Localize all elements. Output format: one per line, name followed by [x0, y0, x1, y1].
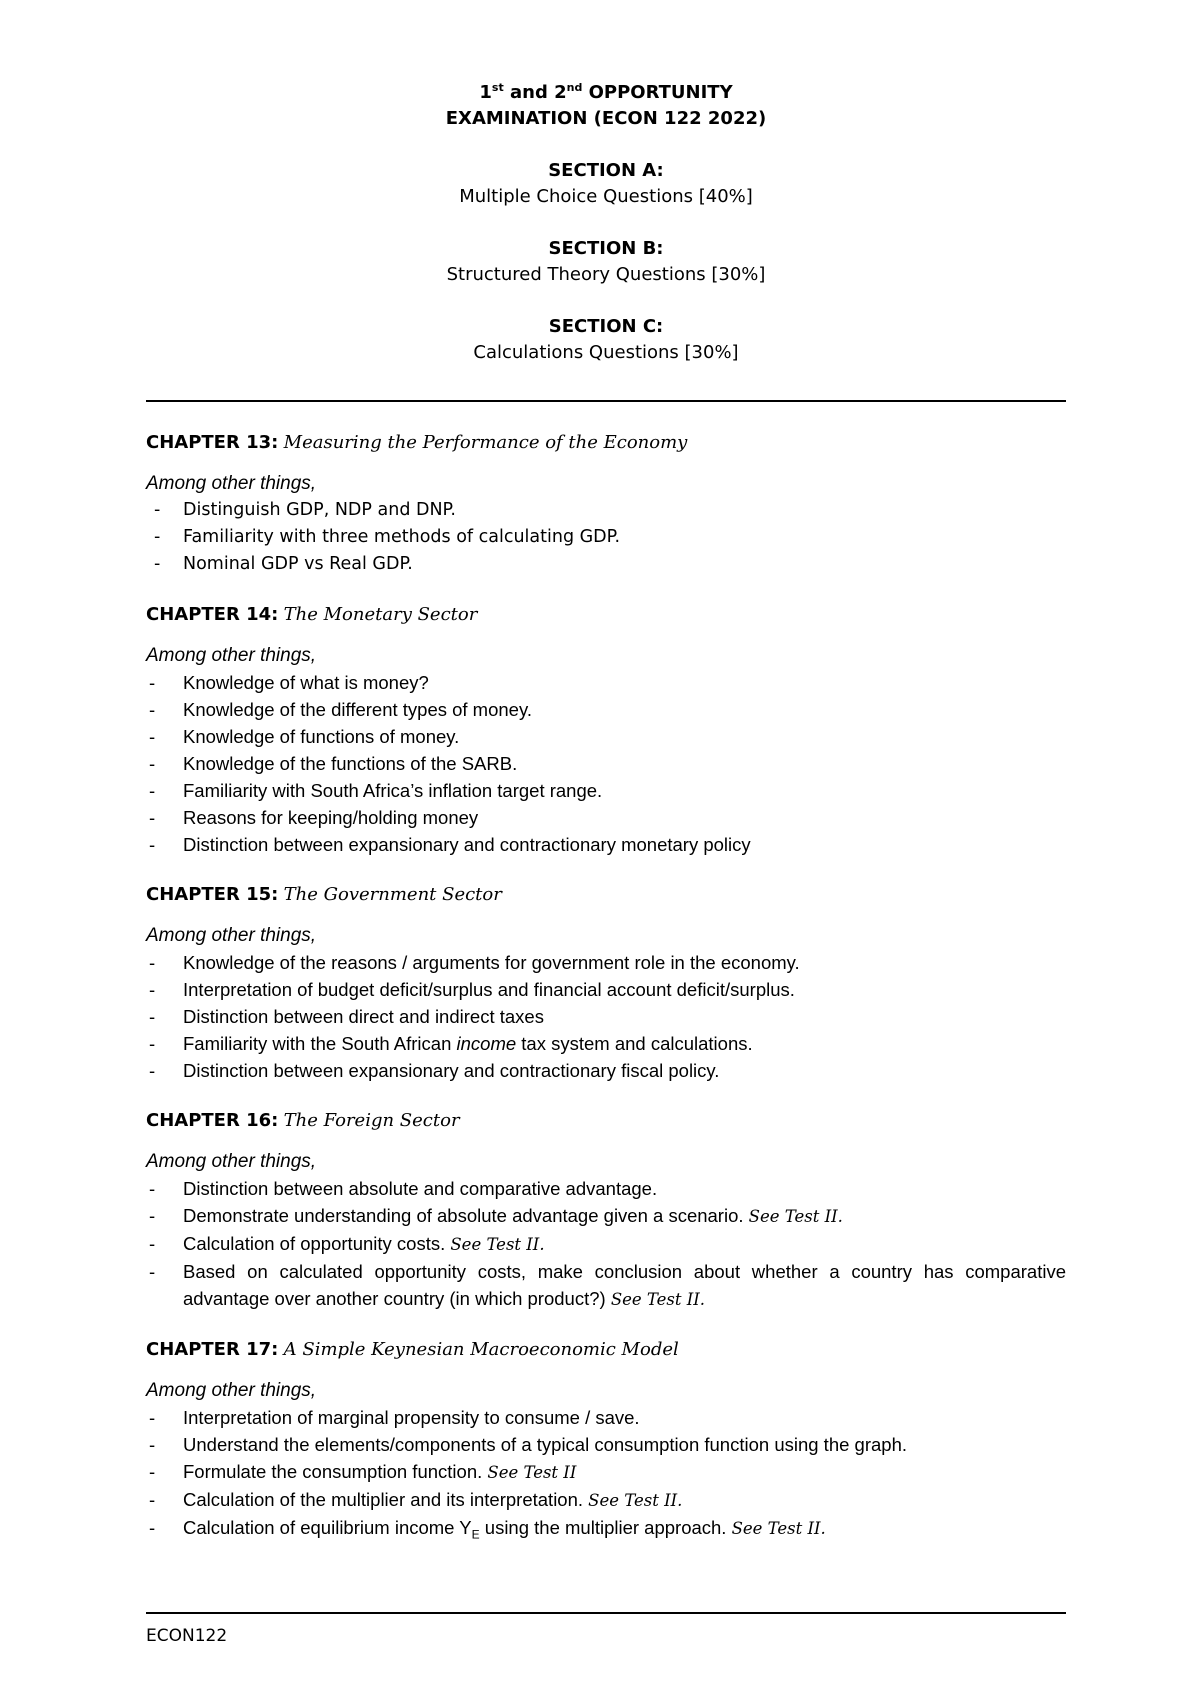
list-item: - Demonstrate understanding of absolute advantage given a scenario. See Test II. — [149, 1205, 843, 1226]
chapter-intro: Among other things, — [146, 473, 317, 494]
chapter-14 — [146, 602, 1066, 858]
list-item: - Distinguish GDP, NDP and DNP. — [154, 500, 456, 520]
list-item: - Calculation of equilibrium income $Y_E$ using the multiplier approach. See Test II. — [149, 1517, 826, 1542]
list-item: - Reasons for keeping/holding money — [149, 807, 479, 828]
chapter-17 — [146, 1337, 1066, 1549]
list-item: - Nominal GDP vs Real GDP. — [154, 554, 413, 574]
see-test-reference: See Test II. — [731, 1519, 826, 1538]
section-b-desc: Structured Theory Questions [30%] — [446, 264, 766, 285]
exam-title: 1st and 2nd OPPORTUNITY — [479, 81, 733, 103]
topic-list — [146, 669, 1066, 858]
list-item: - Based on calculated opportunity costs, make conclusion about whether a country has comparative advantage over another country (in which product?) See Test II. — [149, 1261, 1066, 1309]
see-test-reference: See Test II. — [610, 1290, 706, 1309]
list-item: - Familiarity with the South African income tax system and calculations. — [149, 1033, 753, 1054]
chapter-16 — [146, 1108, 1066, 1313]
chapter-title: CHAPTER 16: The Foreign Sector — [146, 1110, 460, 1131]
topic-list — [146, 949, 1066, 1084]
list-item: - Knowledge of functions of money. — [149, 726, 460, 747]
chapter-intro: Among other things, — [146, 925, 317, 946]
see-test-reference: See Test II. — [748, 1207, 843, 1226]
exam-subtitle: EXAMINATION (ECON 122 2022) — [445, 108, 767, 129]
section-a-label: SECTION A: — [548, 160, 664, 181]
list-item: - Familiarity with South Africa’s inflation target range. — [149, 780, 603, 801]
list-item: - Distinction between expansionary and contractionary fiscal policy. — [149, 1060, 720, 1081]
list-item: - Understand the elements/components of a typical consumption function using the graph. — [149, 1434, 907, 1455]
list-item: - Distinction between absolute and comparative advantage. — [149, 1178, 658, 1199]
section-a-desc: Multiple Choice Questions [40%] — [459, 186, 753, 207]
chapter-title: CHAPTER 17: A Simple Keynesian Macroeconomic Model — [146, 1339, 679, 1360]
section-c-desc: Calculations Questions [30%] — [473, 342, 739, 363]
topic-list — [146, 497, 1066, 578]
topic-list — [146, 1404, 1066, 1549]
chapter-intro: Among other things, — [146, 1380, 317, 1401]
footer-divider — [146, 1612, 1066, 1614]
see-test-reference: See Test II — [487, 1463, 577, 1482]
chapter-intro: Among other things, — [146, 645, 317, 666]
list-item: - Calculation of opportunity costs. See Test II. — [149, 1233, 545, 1254]
list-item: - Knowledge of the functions of the SARB. — [149, 753, 518, 774]
page-footer: ECON122 — [146, 1626, 228, 1646]
list-item: - Formulate the consumption function. See Test II — [149, 1461, 577, 1482]
chapter-13 — [146, 430, 1066, 578]
list-item: - Interpretation of budget deficit/surplus and financial account deficit/surplus. — [149, 979, 795, 1000]
exam-header — [146, 80, 1066, 366]
chapter-intro: Among other things, — [146, 1151, 317, 1172]
topic-list — [146, 1175, 1066, 1313]
chapter-title: CHAPTER 15: The Government Sector — [146, 884, 502, 905]
list-item: - Knowledge of the different types of money. — [149, 699, 532, 720]
list-item: - Knowledge of what is money? — [149, 672, 429, 693]
list-item: - Familiarity with three methods of calculating GDP. — [154, 527, 621, 547]
list-item: - Distinction between direct and indirect taxes — [149, 1006, 544, 1027]
chapter-title: CHAPTER 14: The Monetary Sector — [146, 604, 478, 625]
chapter-15 — [146, 882, 1066, 1084]
section-b-label: SECTION B: — [548, 238, 664, 259]
list-item: - Interpretation of marginal propensity to consume / save. — [149, 1407, 640, 1428]
chapter-title: CHAPTER 13: Measuring the Performance of the Economy — [146, 432, 688, 453]
list-item: - Calculation of the multiplier and its interpretation. See Test II. — [149, 1489, 683, 1510]
header-divider — [146, 400, 1066, 402]
list-item: - Distinction between expansionary and contractionary monetary policy — [149, 834, 751, 855]
chapters-content — [146, 430, 1066, 1573]
see-test-reference: See Test II. — [588, 1491, 683, 1510]
section-c-label: SECTION C: — [548, 316, 664, 337]
see-test-reference: See Test II. — [450, 1235, 545, 1254]
list-item: - Knowledge of the reasons / arguments for government role in the economy. — [149, 952, 800, 973]
